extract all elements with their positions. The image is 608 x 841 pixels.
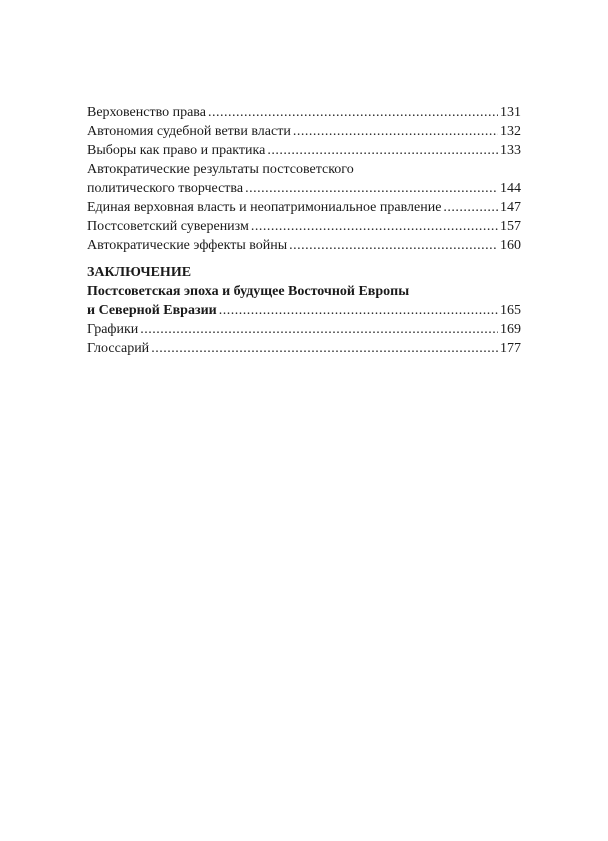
toc-entry-page: 132 [500,124,521,139]
conclusion-heading: ЗАКЛЮЧЕНИЕ [87,265,192,280]
toc-entry-title: Верховенство права [87,105,206,120]
dot-leader [245,179,498,198]
toc-entry[interactable] [87,122,521,141]
toc-entry-title: Глоссарий [87,341,150,356]
toc-entry[interactable] [87,141,521,160]
toc-entry-conclusion[interactable] [87,301,521,320]
toc-entry[interactable] [87,236,521,255]
toc-entry[interactable] [87,339,521,358]
toc-entry-page: 147 [500,200,521,215]
toc-entry-title-line1: Автократические результаты постсоветского [87,162,354,177]
dot-leader [219,301,498,320]
toc-entry-page: 177 [500,341,521,356]
dot-leader [293,122,498,141]
toc-entry[interactable] [87,198,521,217]
toc-entry-page: 144 [500,181,521,196]
toc-entry-title: Графики [87,322,139,337]
dot-leader [140,320,498,339]
toc-entry-page: 169 [500,322,521,337]
section-gap [87,255,521,263]
dot-leader [289,236,498,255]
toc-entry-page: 131 [500,105,521,120]
toc-entry[interactable] [87,217,521,236]
dot-leader [151,339,498,358]
dot-leader [208,103,498,122]
toc-entry[interactable] [87,103,521,122]
toc-entry-title: Автократические эффекты войны [87,238,288,253]
dot-leader [443,198,498,217]
conclusion-title-line1: Постсоветская эпоха и будущее Восточной Европы [87,284,410,299]
toc-entry-title: Постсоветский суверенизм [87,219,249,234]
table-of-contents [87,103,521,358]
toc-entry-title: Автономия судебной ветви власти [87,124,291,139]
conclusion-title-line2: и Северной Евразии [87,303,217,318]
toc-entry-title: Выборы как право и практика [87,143,266,158]
toc-entry-title: Единая верховная власть и неопатримониальное правление [87,200,442,215]
toc-entry-page: 160 [500,238,521,253]
dot-leader [251,217,498,236]
toc-entry-page: 165 [500,303,521,318]
toc-entry-title-line2: политического творчества [87,181,244,196]
toc-entry[interactable] [87,320,521,339]
toc-entry-page: 133 [500,143,521,158]
toc-entry-page: 157 [500,219,521,234]
toc-entry[interactable] [87,179,521,198]
dot-leader [267,141,498,160]
